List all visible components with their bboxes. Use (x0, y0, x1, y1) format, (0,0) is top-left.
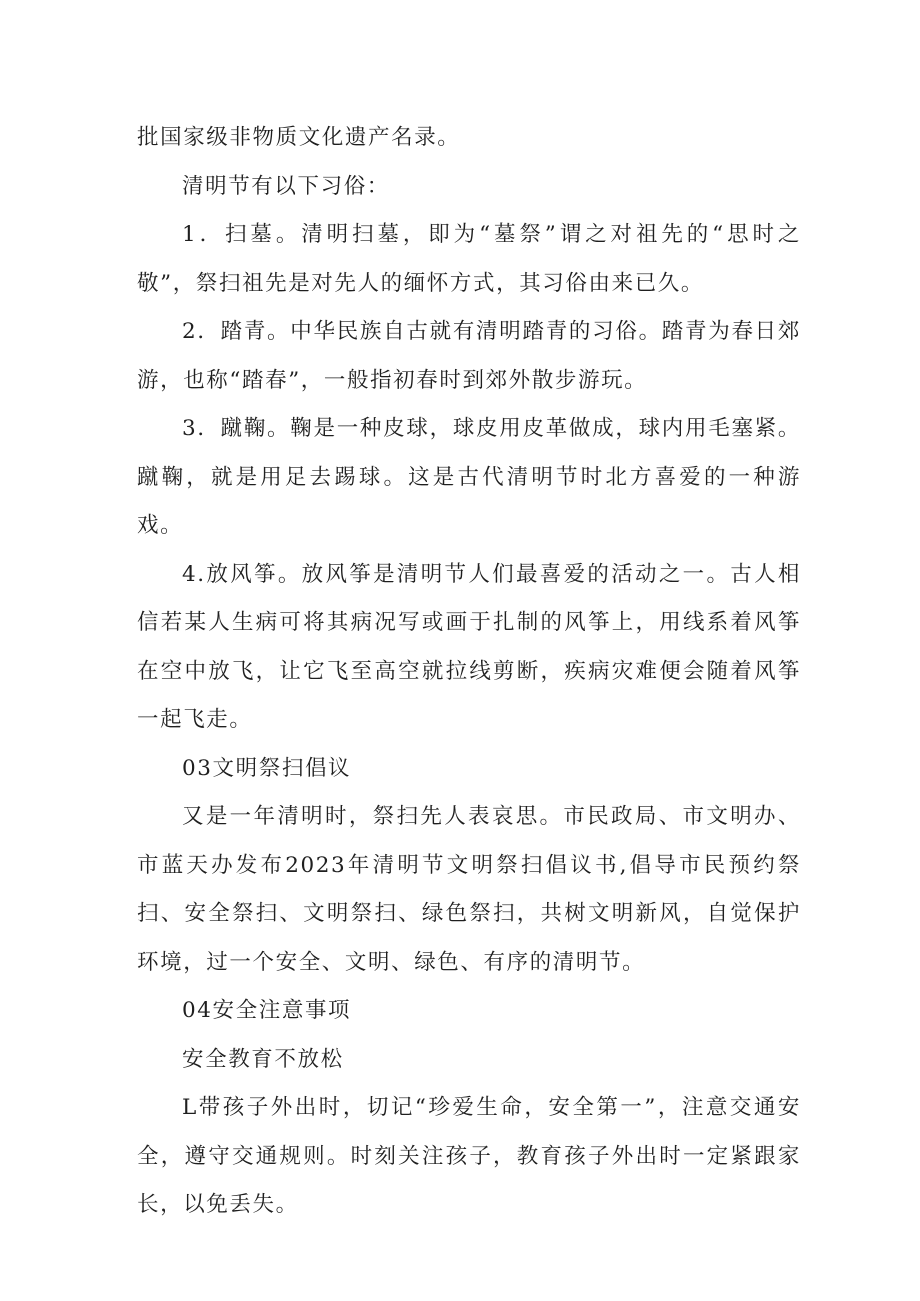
paragraph-heritage-list: 批国家级非物质文化遗产名录。 (137, 125, 461, 150)
subheading-safety-education: 安全教育不放松 (182, 1046, 344, 1072)
paragraph-customs-intro: 清明节有以下习俗： (182, 173, 390, 199)
paragraph-safety-with-children: L带孩子外出时，切记“珍爱生命，安全第一”，注意交通安全，遵守交通规则。时刻关注孩子，教育孩子外出时一定紧跟家长，以免丢失。 (137, 1095, 801, 1217)
paragraph-civilized-worship-proposal: 又是一年清明时，祭扫先人表哀思。市民政局、市文明办、市蓝天办发布2023年清明节文明祭扫倡议书,倡导市民预约祭扫、安全祭扫、文明祭扫、绿色祭扫，共树文明新风，自觉保护环境，过一个安全、文明、绿色、有序的清明节。 (137, 804, 801, 975)
section-heading-safety-notes: 04安全注意事项 (182, 998, 352, 1023)
paragraph-custom-spring-outing: 2．踏青。中华民族自古就有清明踏青的习俗。踏青为春日郊游，也称“踏春”，一般指初春时到郊外散步游玩。 (137, 319, 801, 393)
paragraph-custom-kite-flying: 4.放风筝。放风筝是清明节人们最喜爱的活动之一。古人相信若某人生病可将其病况写或画于扎制的风筝上，用线系着风筝在空中放飞，让它飞至高空就拉线剪断，疾病灾难便会随着风筝一起飞走。 (137, 561, 801, 732)
document-body (137, 114, 801, 1230)
paragraph-custom-tomb-sweeping: 1．扫墓。清明扫墓，即为“墓祭”谓之对祖先的“思时之敬”，祭扫祖先是对先人的缅怀方式，其习俗由来已久。 (137, 222, 801, 296)
paragraph-custom-cuju: 3．蹴鞠。鞠是一种皮球，球皮用皮革做成，球内用毛塞紧。蹴鞠，就是用足去踢球。这是古代清明节时北方喜爱的一种游戏。 (137, 416, 801, 538)
section-heading-civilized-worship: 03文明祭扫倡议 (182, 755, 352, 781)
